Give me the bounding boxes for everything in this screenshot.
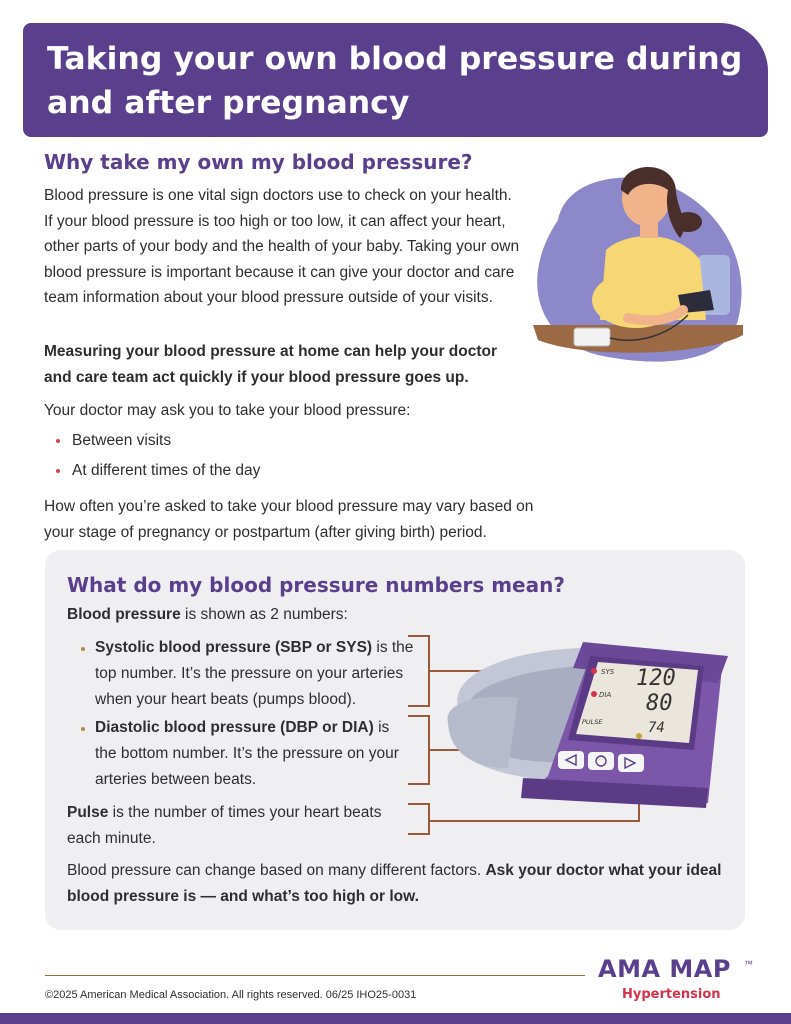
sys-value: 120 <box>636 666 676 691</box>
section-heading-why: Why take my own my blood pressure? <box>44 150 473 174</box>
closing-paragraph: Blood pressure can change based on many different factors. Ask your doctor what your ideal blood pressure is — and what’s too high or low. <box>67 862 722 905</box>
left-button <box>558 751 584 769</box>
pulse-label: PULSE <box>582 718 603 726</box>
logo-trademark: ™ <box>744 959 753 969</box>
bullet-dot <box>81 727 85 731</box>
sys-label: SYS <box>601 668 615 676</box>
dia-label: DIA <box>599 691 612 699</box>
dia-value: 80 <box>646 691 673 716</box>
pulse-value: 74 <box>648 720 665 736</box>
list-intro: Your doctor may ask you to take your blood pressure: <box>44 402 411 419</box>
numbers-intro: Blood pressure is shown as 2 numbers: <box>67 606 348 623</box>
section-heading-numbers: What do my blood pressure numbers mean? <box>67 573 565 597</box>
ama-map-logo <box>598 955 758 1005</box>
pulse-definition: Pulse is the number of times your heart beats each minute. <box>67 804 382 847</box>
page-title: Taking your own blood pressure during and after pregnancy <box>47 41 743 121</box>
diastolic-definition: Diastolic blood pressure (DBP or DIA) is the bottom number. It’s the pressure on your arteries between beats. <box>95 719 399 788</box>
footer-divider <box>45 975 585 976</box>
logo-wordmark: AMA MAP <box>598 955 731 983</box>
footer-bar <box>0 1013 791 1024</box>
intro-paragraph: Blood pressure is one vital sign doctors use to check on your health. If your blood pressure is too high or too low, it can affect your heart, other parts of your body and the health of your baby. Taking your own blood pressure is important because it can give your doctor and care team information about your blood pressure outside of your visits. <box>44 187 520 306</box>
logo-subtitle: Hypertension <box>622 987 721 1002</box>
list-item: At different times of the day <box>44 456 260 486</box>
bullet-list <box>44 426 260 486</box>
bullet-dot <box>81 647 85 651</box>
list-item: Between visits <box>44 426 260 456</box>
right-button <box>618 754 644 772</box>
pregnant-woman-illustration <box>528 150 748 370</box>
power-button <box>588 752 614 770</box>
header-banner <box>23 23 768 137</box>
systolic-definition: Systolic blood pressure (SBP or SYS) is the top number. It’s the pressure on your arteries when your heart beats (pumps blood). <box>95 639 414 708</box>
emphasis-paragraph: Measuring your blood pressure at home can help your doctor and care team act quickly if your blood pressure goes up. <box>44 343 498 386</box>
copyright-notice: ©2025 American Medical Association. All rights reserved. 06/25 IHO25-0031 <box>45 989 417 1001</box>
frequency-paragraph: How often you’re asked to take your blood pressure may vary based on your stage of pregnancy or postpartum (after giving birth) period. <box>44 498 534 541</box>
blood-pressure-monitor-illustration <box>408 628 738 838</box>
